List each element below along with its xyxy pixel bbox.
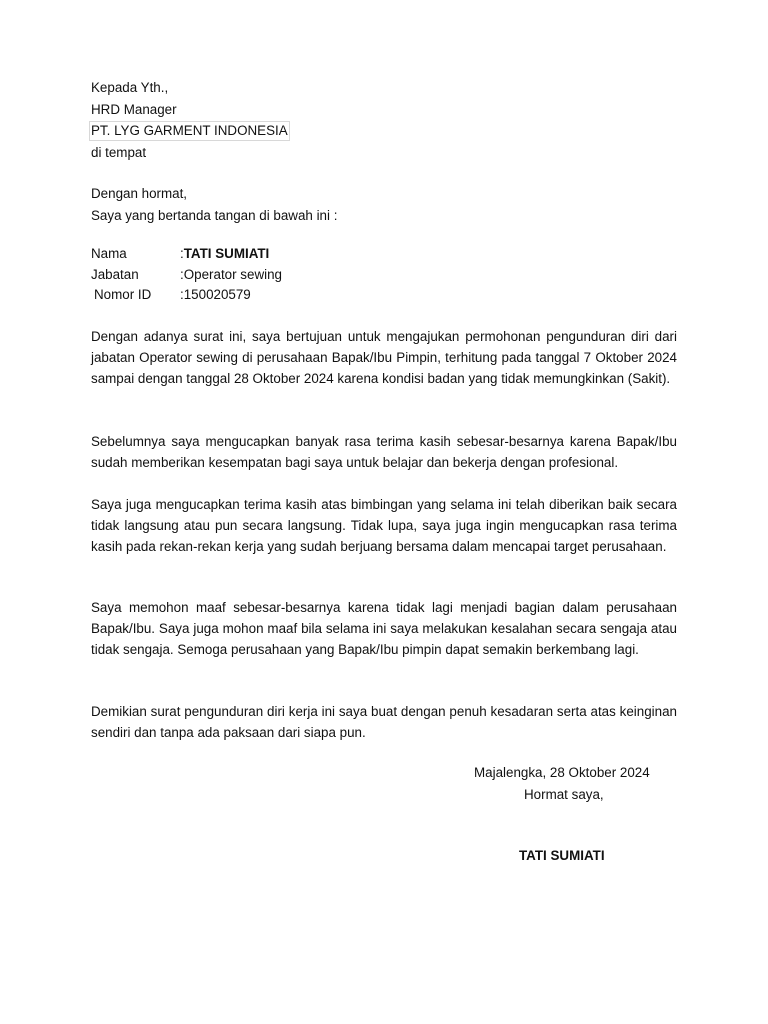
signatory-name: TATI SUMIATI	[519, 848, 605, 863]
body-paragraph-1: Dengan adanya surat ini, saya bertujuan untuk mengajukan permohonan pengunduran diri dari jabatan Operator sewing di perusahaan Bapak/Ibu Pimpin, terhitung pada tanggal 7 Oktober 2024 sampai dengan tanggal 28 Oktober 2024 karena kondisi badan yang tidak memungkinkan (Sakit).	[91, 329, 677, 386]
name-label: Nama	[91, 246, 127, 261]
id-separator: :	[180, 287, 184, 302]
body-paragraph-3: Saya juga mengucapkan terima kasih atas bimbingan yang selama ini telah diberikan baik secara tidak langsung atau pun secara langsung. Tidak lupa, saya juga ingin mengucapkan rasa terima kasih pada rekan-rekan kerja yang sudah berjuang bersama dalam mencapai target perusahaan.	[91, 497, 677, 554]
body-paragraph-5: Demikian surat pengunduran diri kerja ini saya buat dengan penuh kesadaran serta atas keinginan sendiri dan tanpa ada paksaan dari siapa pun.	[91, 704, 677, 740]
recipient-block	[91, 77, 290, 163]
id-label: Nomor ID	[94, 287, 152, 302]
greeting-intro: Saya yang bertanda tangan di bawah ini :	[91, 207, 338, 223]
id-value: 150020579	[183, 287, 251, 302]
closing-phrase: Hormat saya,	[524, 787, 604, 802]
body-paragraph-2: Sebelumnya saya mengucapkan banyak rasa terima kasih sebesar-besarnya karena Bapak/Ibu sudah memberikan kesempatan bagi saya untuk belajar dan bekerja dengan profesional.	[91, 434, 677, 470]
name-value: TATI SUMIATI	[183, 246, 270, 261]
identity-block	[91, 244, 282, 306]
recipient-company: PT. LYG GARMENT INDONESIA	[89, 121, 290, 141]
position-value: Operator sewing	[183, 266, 282, 282]
recipient-location: di tempat	[91, 144, 147, 160]
identity-row-position	[91, 265, 282, 286]
place-and-date: Majalengka, 28 Oktober 2024	[474, 765, 650, 780]
position-label: Jabatan	[91, 266, 139, 282]
greeting-block	[91, 183, 337, 226]
position-separator: :	[180, 266, 184, 282]
greeting-salutation: Dengan hormat,	[91, 186, 188, 201]
identity-row-name	[91, 244, 282, 265]
recipient-salutation: Kepada Yth.,	[91, 80, 169, 95]
recipient-title: HRD Manager	[91, 101, 177, 117]
identity-row-id	[91, 285, 282, 306]
body-paragraph-4: Saya memohon maaf sebesar-besarnya karena tidak lagi menjadi bagian dalam perusahaan Bapak/Ibu. Saya juga mohon maaf bila selama ini saya melakukan kesalahan secara sengaja atau tidak sengaja. Semoga perusahaan yang Bapak/Ibu pimpin dapat semakin berkembang lagi.	[91, 600, 677, 657]
name-separator: :	[180, 246, 184, 261]
